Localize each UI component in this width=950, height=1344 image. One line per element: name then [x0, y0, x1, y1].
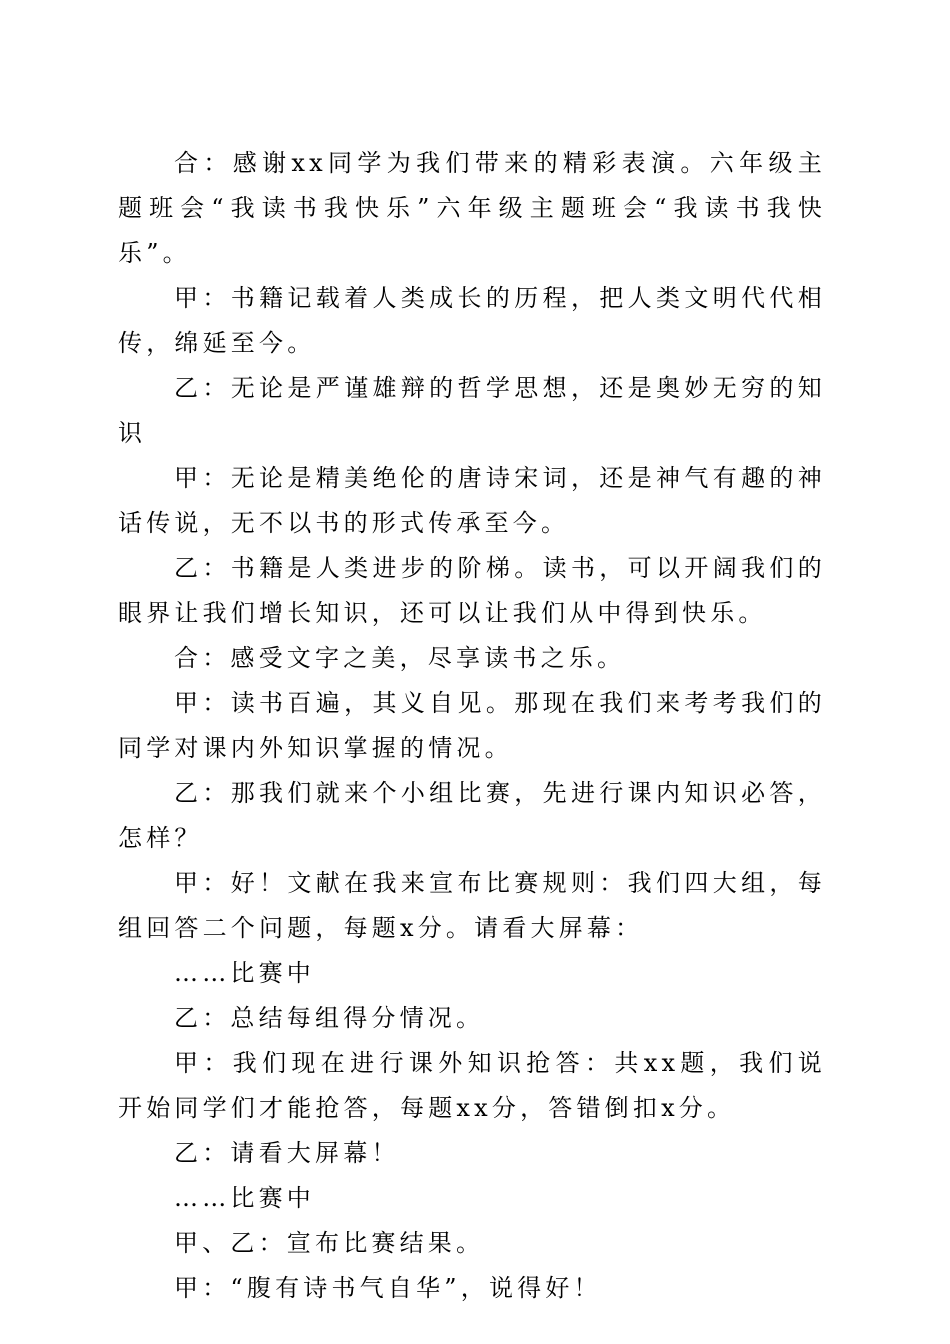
- paragraph: 甲：读书百遍，其义自见。那现在我们来考考我们的同学对课内外知识掌握的情况。: [118, 689, 826, 762]
- paragraph: 乙：请看大屏幕！: [174, 1139, 400, 1167]
- paragraph: 甲：“腹有诗书气自华”，说得好！: [174, 1274, 602, 1302]
- paragraph: ……比赛中: [174, 959, 315, 987]
- paragraph: 乙：总结每组得分情况。: [174, 1004, 485, 1032]
- paragraph: 甲：好！文献在我来宣布比赛规则：我们四大组，每组回答二个问题，每题x分。请看大屏幕：: [118, 869, 826, 942]
- paragraph: ……比赛中: [174, 1184, 315, 1212]
- paragraph: 乙：那我们就来个小组比赛，先进行课内知识必答，怎样？: [118, 779, 826, 852]
- document-page: [118, 141, 826, 1311]
- paragraph: 合：感受文字之美，尽享读书之乐。: [174, 644, 626, 672]
- paragraph: 甲、乙：宣布比赛结果。: [174, 1229, 485, 1257]
- paragraph: 甲：无论是精美绝伦的唐诗宋词，还是神气有趣的神话传说，无不以书的形式传承至今。: [118, 464, 826, 537]
- paragraph: 甲：我们现在进行课外知识抢答：共xx题，我们说开始同学们才能抢答，每题xx分，答错倒扣x分。: [118, 1049, 826, 1122]
- paragraph: 甲：书籍记载着人类成长的历程，把人类文明代代相传，绵延至今。: [118, 284, 826, 357]
- paragraph: 乙：书籍是人类进步的阶梯。读书，可以开阔我们的眼界让我们增长知识，还可以让我们从中得到快乐。: [118, 554, 826, 627]
- paragraph: 乙：无论是严谨雄辩的哲学思想，还是奥妙无穷的知识: [118, 374, 826, 447]
- paragraph: 合：感谢xx同学为我们带来的精彩表演。六年级主题班会“我读书我快乐”六年级主题班会“我读书我快乐”。: [118, 149, 826, 267]
